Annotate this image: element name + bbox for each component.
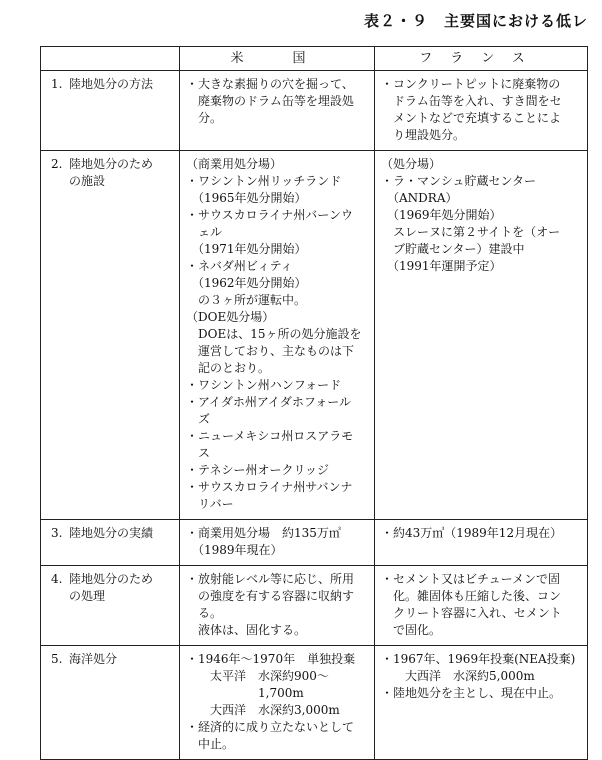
- cell-line: 1,700m: [186, 686, 304, 700]
- row-label-text: 陸地処分のため: [69, 572, 154, 586]
- table-row: [41, 646, 588, 760]
- cell-line: ・テネシー州オークリッジ: [186, 463, 330, 477]
- cell-line: （1989年現在）: [186, 543, 283, 557]
- cell-line: ブ貯蔵センター）建設中: [381, 242, 525, 256]
- cell-line: リバー: [186, 497, 234, 511]
- cell-line: （1962年処分開始）: [186, 276, 307, 290]
- cell-us: [180, 71, 375, 151]
- cell-line: ・ワシントン州ハンフォード: [186, 378, 342, 392]
- cell-line: ェル: [186, 225, 223, 239]
- row-label-text: 陸地処分のため: [69, 157, 154, 171]
- cell-line: 大西洋 水深約3,000m: [186, 703, 340, 717]
- cell-line: の３ヶ所が運転中。: [186, 293, 307, 307]
- header-us: 米 国: [180, 47, 375, 71]
- row-label-text: 陸地処分の方法: [69, 77, 154, 91]
- cell-fr: [375, 151, 588, 520]
- cell-line: 太平洋 水深約900〜: [186, 669, 329, 683]
- cell-line: ・1946年〜1970年 単独投棄: [186, 652, 356, 666]
- table-row: [41, 71, 588, 151]
- cell-line: 記のとおり。: [186, 361, 271, 375]
- header-row: [41, 47, 588, 71]
- row-number: 1.: [51, 77, 63, 91]
- row-label: [41, 71, 180, 151]
- cell-line: 分。: [186, 111, 223, 125]
- cell-line: （ANDRA）: [381, 191, 458, 205]
- cell-line: ・ニューメキシコ州ロスアラモ: [186, 429, 354, 443]
- cell-us: [180, 520, 375, 566]
- cell-line: り埋設処分。: [381, 128, 466, 142]
- row-label: [41, 151, 180, 520]
- cell-line: ・放射能レベル等に応じ、所用: [186, 572, 355, 586]
- cell-line: 中止。: [186, 737, 235, 751]
- cell-line: ・約43万㎥（1989年12月現在）: [381, 526, 563, 540]
- cell-line: （1991年運開予定）: [381, 259, 502, 273]
- header-fr: フランス: [375, 47, 588, 71]
- row-label-text: 陸地処分の実績: [69, 526, 154, 540]
- cell-line: ・コンクリートピットに廃棄物の: [381, 77, 561, 91]
- row-label-text: の処理: [69, 589, 106, 603]
- table-row: [41, 566, 588, 646]
- cell-line: ・ネバダ州ビィティ: [186, 259, 293, 273]
- cell-line: （商業用処分場）: [186, 157, 283, 171]
- cell-line: DOEは、15ヶ所の処分施設を: [186, 327, 362, 341]
- cell-line: 大西洋 水深約5,000m: [381, 669, 535, 683]
- cell-line: （1965年処分開始）: [186, 191, 307, 205]
- cell-line: （1969年処分開始）: [381, 208, 502, 222]
- table-row: [41, 520, 588, 566]
- row-number: 2.: [51, 157, 63, 171]
- cell-line: ・サウスカロライナ州バーンウ: [186, 208, 354, 222]
- cell-fr: [375, 566, 588, 646]
- cell-line: ・陸地処分を主とし、現在中止。: [381, 686, 562, 700]
- comparison-table: [40, 46, 588, 760]
- cell-fr: [375, 520, 588, 566]
- row-label: [41, 566, 180, 646]
- cell-us: [180, 646, 375, 760]
- page-title: 表２・９ 主要国における低レ: [363, 12, 588, 30]
- cell-line: ・1967年、1969年投棄(NEA投棄): [381, 652, 576, 666]
- cell-line: ・ワシントン州リッチランド: [186, 174, 342, 188]
- cell-line: ・ラ・マンシュ貯蔵センター: [381, 174, 536, 188]
- cell-line: ドラム缶等を入れ、すき間をセ: [381, 94, 562, 108]
- cell-line: ・アイダホ州アイダホフォール: [186, 395, 352, 409]
- cell-line: 廃棄物のドラム缶等を埋設処: [186, 94, 354, 108]
- header-empty-cell: [41, 47, 180, 71]
- cell-us: [180, 566, 375, 646]
- cell-line: ・セメント又はビチューメンで固: [381, 572, 561, 586]
- row-number: 5.: [51, 652, 63, 666]
- cell-line: スレーヌに第２サイトを（オー: [381, 225, 561, 239]
- row-label-text: の施設: [69, 174, 106, 188]
- cell-line: の強度を有する容器に収納す: [186, 589, 355, 603]
- cell-fr: [375, 71, 588, 151]
- row-label: [41, 646, 180, 760]
- cell-line: 化。雑固体も圧縮した後、コン: [381, 589, 562, 603]
- table-row: [41, 151, 588, 520]
- row-label-text: 海洋処分: [69, 652, 118, 666]
- cell-line: ス: [186, 446, 211, 460]
- cell-line: る。: [186, 606, 223, 620]
- cell-line: （1971年処分開始）: [186, 242, 307, 256]
- row-label: [41, 520, 180, 566]
- cell-line: （DOE処分場）: [186, 310, 275, 324]
- row-number: 4.: [51, 572, 63, 586]
- cell-line: ・経済的に成り立たないとして: [186, 720, 355, 734]
- cell-line: ・サウスカロライナ州サバンナ: [186, 480, 353, 494]
- row-number: 3.: [51, 526, 63, 540]
- cell-fr: [375, 646, 588, 760]
- cell-line: ・商業用処分場 約135万㎥: [186, 526, 341, 540]
- cell-line: ・大きな素掘りの穴を掘って、: [186, 77, 354, 91]
- cell-line: メントなどで充填することによ: [381, 111, 562, 125]
- cell-line: で固化。: [381, 623, 442, 637]
- cell-line: 運営しており、主なものは下: [186, 344, 355, 358]
- cell-line: （処分場）: [381, 157, 442, 171]
- cell-line: ズ: [186, 412, 211, 426]
- cell-line: 液体は、固化する。: [186, 623, 307, 637]
- cell-us: [180, 151, 375, 520]
- cell-line: クリート容器に入れ、セメント: [381, 606, 562, 620]
